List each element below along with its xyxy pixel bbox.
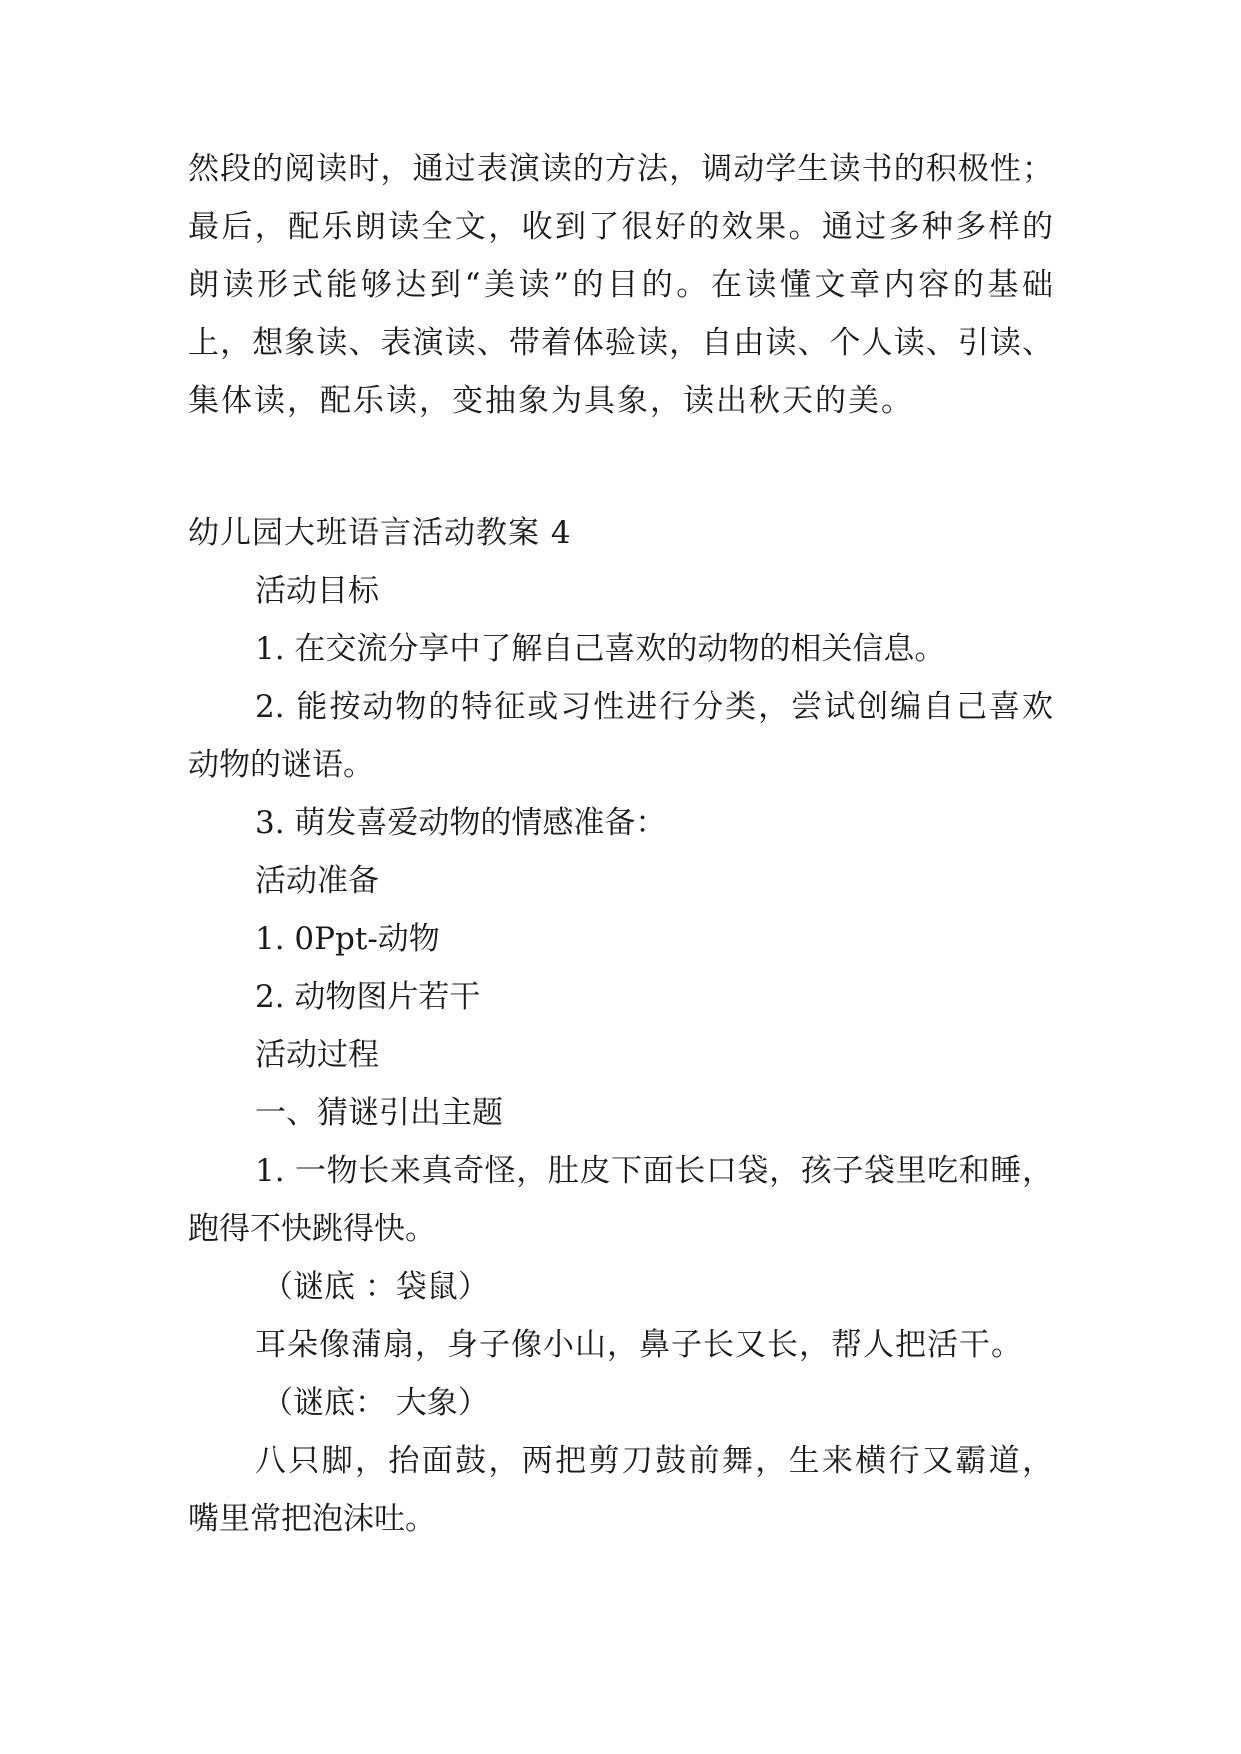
riddle-1-answer: （谜底 ：袋鼠）: [262, 1269, 489, 1305]
riddle-2-answer: （谜底： 大象）: [262, 1385, 489, 1421]
riddle-2: 耳朵像蒲扇，身子像小山，鼻子长又长，帮人把活干。: [255, 1327, 1023, 1363]
goal-item-2-line-2: 动物的谜语。: [188, 747, 374, 783]
riddle-1-line-2: 跑得不快跳得快。: [188, 1211, 436, 1247]
section-title: 幼儿园大班语言活动教案 4: [188, 515, 572, 551]
goal-item-2-line-1: 2. 能按动物的特征或习性进行分类，尝试创编自己喜欢: [255, 689, 1053, 725]
preparation-item-1: 1. 0Ppt-动物: [255, 921, 440, 957]
preparation-item-2: 2. 动物图片若干: [255, 979, 481, 1015]
process-step-1: 一、猜谜引出主题: [255, 1095, 503, 1131]
intro-line-1: 然段的阅读时，通过表演读的方法，调动学生读书的积极性；: [188, 151, 1053, 187]
goal-item-1: 1. 在交流分享中了解自己喜欢的动物的相关信息。: [255, 631, 946, 667]
intro-line-5: 集体读，配乐读，变抽象为具象，读出秋天的美。: [188, 383, 914, 419]
goal-item-3: 3. 萌发喜爱动物的情感准备：: [255, 805, 667, 841]
process-heading: 活动过程: [255, 1037, 379, 1073]
intro-line-2: 最后，配乐朗读全文，收到了很好的效果。通过多种多样的: [188, 209, 1053, 245]
riddle-3-line-2: 嘴里常把泡沫吐。: [188, 1501, 436, 1537]
intro-line-3: 朗读形式能够达到“美读”的目的。在读懂文章内容的基础: [188, 267, 1053, 303]
goals-heading: 活动目标: [255, 573, 379, 609]
intro-line-4: 上，想象读、表演读、带着体验读，自由读、个人读、引读、: [188, 325, 1053, 361]
riddle-1-line-1: 1. 一物长来真奇怪，肚皮下面长口袋，孩子袋里吃和睡，: [255, 1153, 1053, 1189]
preparation-heading: 活动准备: [255, 863, 379, 899]
riddle-3-line-1: 八只脚，抬面鼓，两把剪刀鼓前舞，生来横行又霸道，: [255, 1443, 1053, 1479]
